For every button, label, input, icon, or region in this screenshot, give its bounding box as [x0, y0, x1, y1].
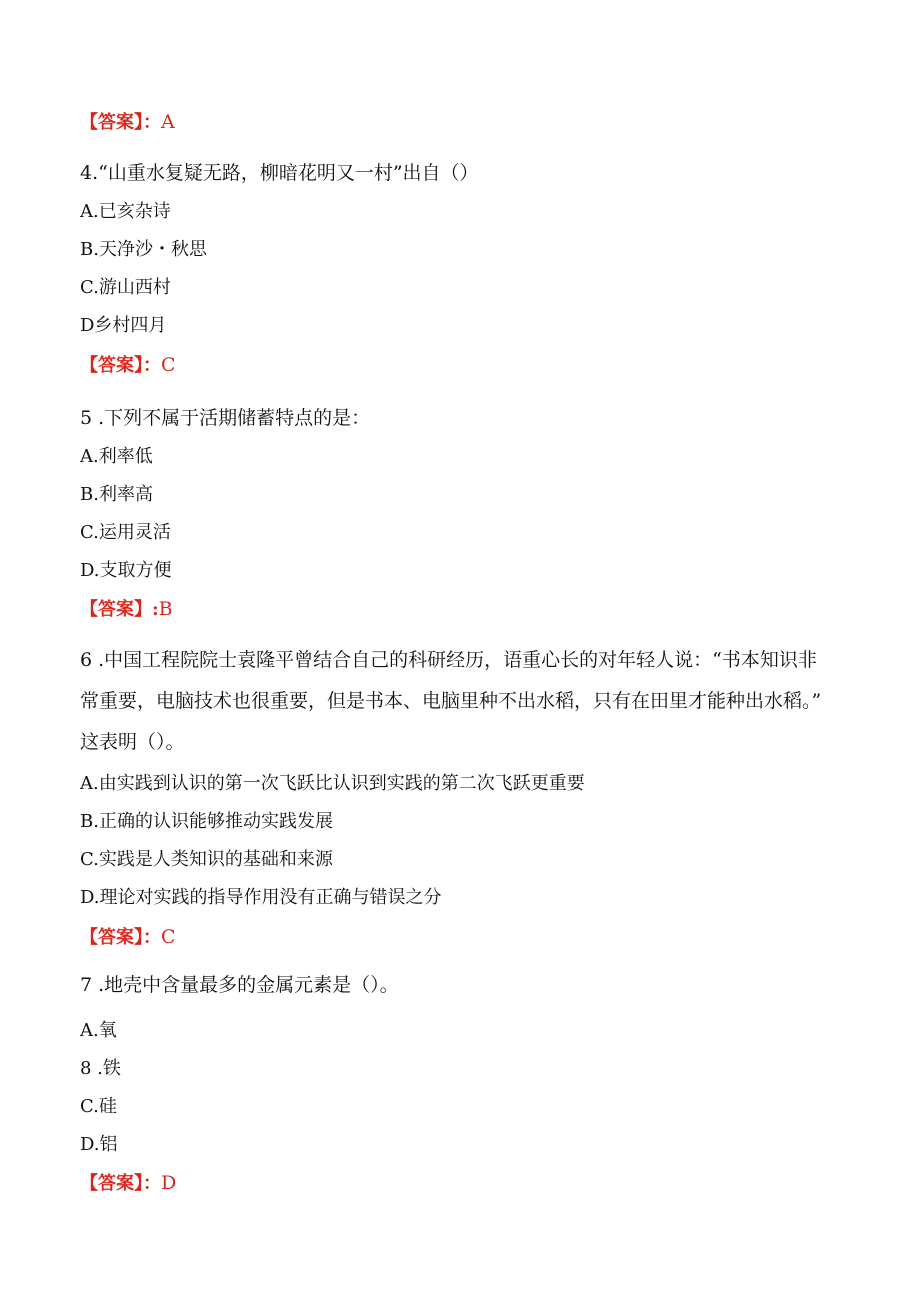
answer-label: 答案: [98, 599, 134, 620]
q4-option-b: B.天净沙・秋思: [80, 239, 207, 260]
answer-open-bracket: 【: [80, 1173, 98, 1194]
answer-line-q5: [80, 597, 173, 622]
question-4-stem: 4.“山重水复疑无路，柳暗花明又一村”出自（）: [80, 162, 479, 184]
answer-open-bracket: 【: [80, 599, 98, 620]
answer-close-bracket: 】: [134, 1173, 143, 1194]
answer-close-bracket: 】: [134, 927, 143, 948]
answer-open-bracket: 【: [80, 112, 98, 133]
answer-label: 答案: [98, 355, 134, 376]
answer-label: 答案: [98, 1173, 134, 1194]
answer-close-bracket: 】: [134, 599, 152, 620]
answer-close-bracket: 】: [134, 112, 143, 133]
answer-open-bracket: 【: [80, 927, 98, 948]
q4-option-c: C.游山西村: [80, 277, 171, 298]
answer-label: 答案: [98, 927, 134, 948]
answer-line-q4: [80, 353, 176, 378]
question-5-stem: 5 .下列不属于活期储蓄特点的是：: [80, 407, 371, 429]
answer-value: A: [161, 111, 175, 133]
q6-option-d: D.理论对实践的指导作用没有正确与错误之分: [80, 887, 442, 908]
q7-option-b: 8 .铁: [80, 1058, 121, 1079]
question-6-stem-line-3: 这表明（）。: [80, 731, 185, 753]
q7-option-a: A.氧: [80, 1020, 117, 1041]
answer-separator: ：: [143, 1173, 161, 1194]
answer-label: 答案: [98, 112, 134, 133]
q7-option-d: D.铝: [80, 1134, 118, 1155]
question-7-stem: 7 .地壳中含量最多的金属元素是（）。: [80, 974, 399, 996]
answer-line-q6: [80, 925, 176, 950]
q5-option-d: D.支取方便: [80, 560, 172, 581]
q6-option-a: A.由实践到认识的第一次飞跃比认识到实践的第二次飞跃更重要: [80, 773, 585, 794]
answer-value: C: [161, 354, 176, 376]
q5-option-a: A.利率低: [80, 446, 153, 467]
answer-value: B: [158, 598, 173, 620]
q6-option-b: B.正确的认识能够推动实践发展: [80, 811, 333, 832]
q7-option-c: C.硅: [80, 1096, 117, 1117]
answer-line-q3: [80, 110, 175, 135]
answer-close-bracket: 】: [134, 355, 143, 376]
answer-separator: ：: [143, 927, 161, 948]
question-6-stem-line-2: 常重要，电脑技术也很重要，但是书本、电脑里种不出水稻，只有在田里才能种出水稻。”: [80, 690, 822, 712]
q4-option-d: D乡村四月: [80, 315, 167, 336]
answer-separator: ：: [143, 355, 161, 376]
answer-value: D: [161, 1172, 177, 1194]
answer-separator: ：: [143, 112, 161, 133]
q5-option-c: C.运用灵活: [80, 522, 171, 543]
answer-open-bracket: 【: [80, 355, 98, 376]
question-6-stem-line-1: 6 .中国工程院院士袁隆平曾结合自己的科研经历，语重心长的对年轻人说：“书本知识非: [80, 649, 817, 671]
q5-option-b: B.利率高: [80, 484, 153, 505]
answer-separator: :: [152, 599, 159, 620]
answer-value: C: [161, 926, 176, 948]
answer-line-q7: [80, 1171, 176, 1196]
q4-option-a: A.已亥杂诗: [80, 201, 171, 222]
q6-option-c: C.实践是人类知识的基础和来源: [80, 849, 333, 870]
